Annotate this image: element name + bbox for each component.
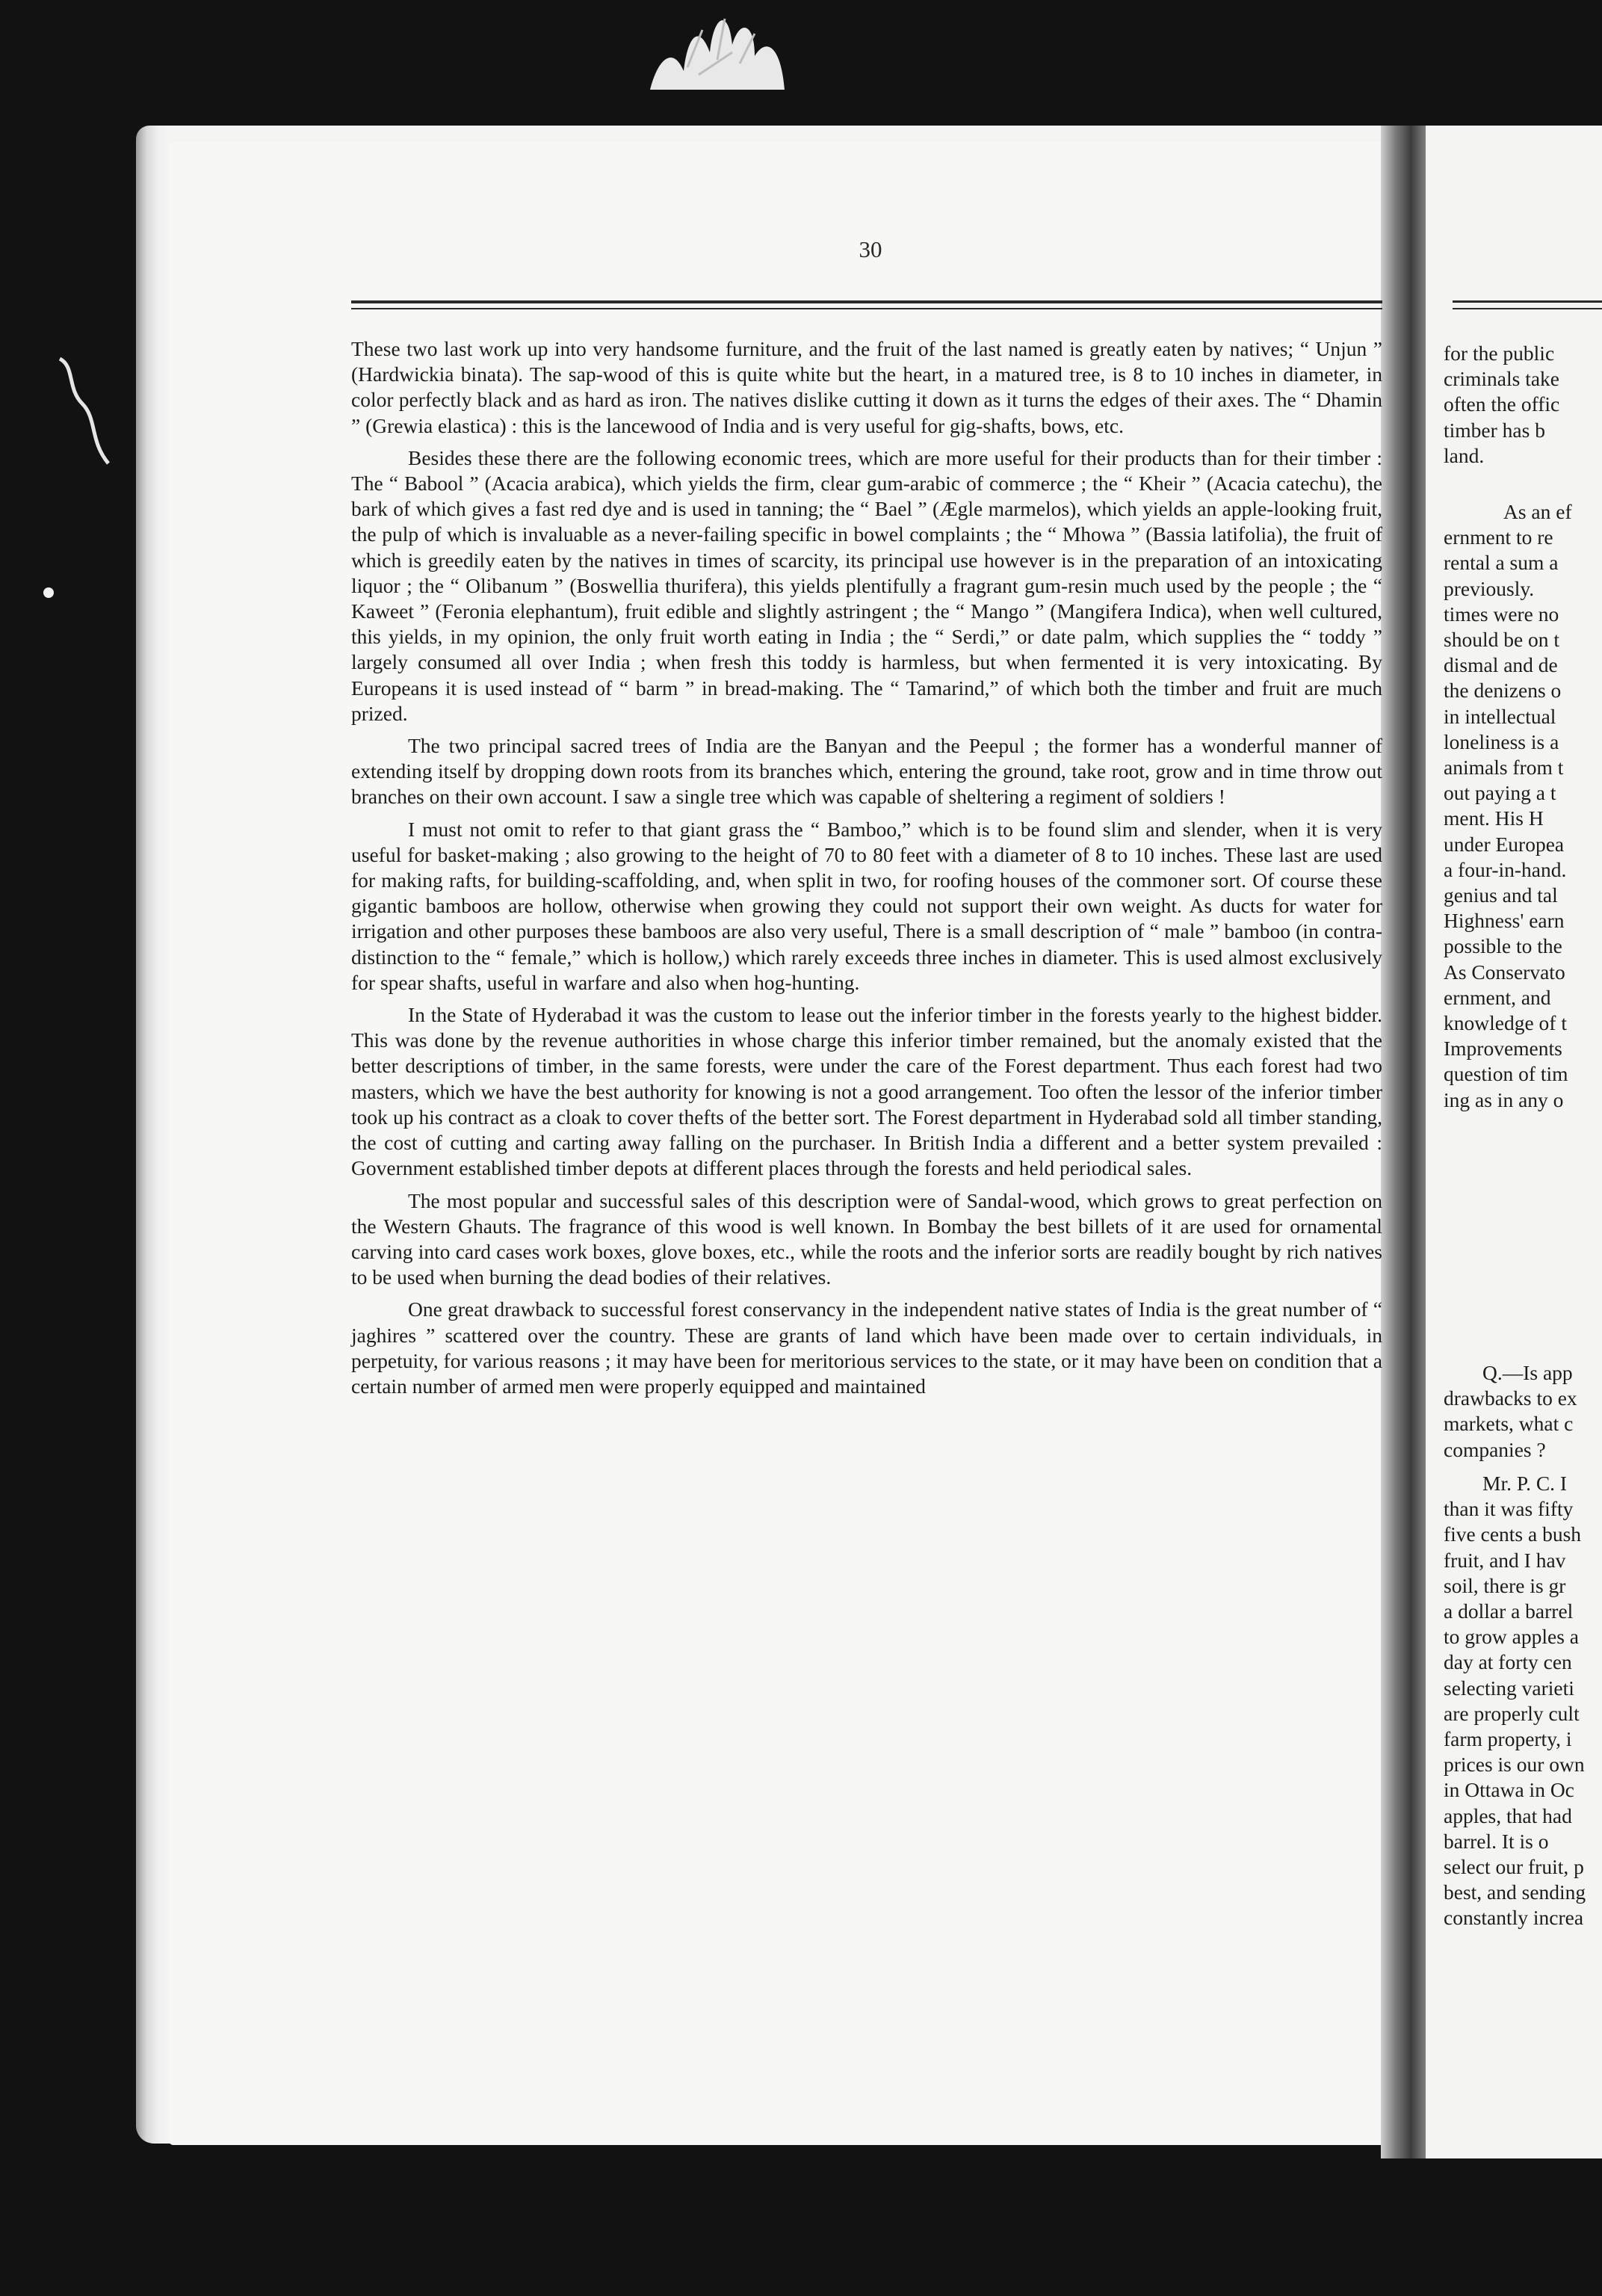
text-line: a four-in-hand. <box>1444 857 1567 881</box>
header-rule-thin <box>351 308 1382 309</box>
text-line: timber has b <box>1444 418 1545 442</box>
text-line: for the public <box>1444 342 1555 365</box>
right-header-rule-thick <box>1453 300 1602 303</box>
text-line: companies ? <box>1444 1437 1546 1461</box>
text-line: to grow apples a <box>1444 1625 1579 1649</box>
text-line: knowledge of t <box>1444 1011 1567 1035</box>
text-line: genius and tal <box>1444 883 1558 907</box>
text-line: out paying a t <box>1444 781 1556 805</box>
text-line: drawbacks to ex <box>1444 1386 1577 1410</box>
text-line: farm property, i <box>1444 1727 1572 1751</box>
right-page-block-1 <box>1444 341 1602 469</box>
header-rule-thick <box>351 300 1382 303</box>
text-line: ernment, and <box>1444 985 1551 1009</box>
text-line: selecting varieti <box>1444 1676 1574 1700</box>
paragraph: In the State of Hyderabad it was the custom to lease out the inferior timber in the forests yearly to the highest bidder. This was done by the revenue authorities in whose charge this inferior timber remained, but the anomaly existed that the better descriptions of timber, in the same forests, were under the care of the Forest department. Thus each forest had two masters, which we have the best authority for knowing is not a good arrangement. Too often the lessor of the inferior timber took up his contract as a cloak to cover thefts of the better sort. The Forest department in Hyderabad sold all timber standing, the cost of cutting and carting away falling on the purchaser. In British India a different and a better system prevailed : Government established timber depots at different places through the forests and held periodical sales. <box>351 1003 1382 1180</box>
text-line: apples, that had <box>1444 1803 1572 1827</box>
paragraph: The most popular and successful sales of this description were of Sandal-wood, which grows to great perfection on the Western Ghauts. The fragrance of this wood is well known. In Bombay the best billets of it are used for ornamental carving into card cases work boxes, glove boxes, etc., while the roots and the inferior sorts are readily bought by rich natives to be used when burning the dead bodies of their relatives. <box>351 1188 1382 1289</box>
text-line: times were no <box>1444 602 1559 626</box>
paragraph: Besides these there are the following economic trees, which are more useful for their products than for their timber : The “ Babool ” (Acacia arabica), which yields the firm, clear gum-arabic of commerce ; the “ Kheir ” (Acacia catechu), the bark of which gives a fast red dye and is used in tanning; the “ Bael ” (Ægle marmelos), which yields an apple-looking fruit, the pulp of which is invaluable as a never-failing specific in bowel complaints ; the “ Mhowa ” (Bassia latifolia), the fruit of which is greedily eaten by the natives in times of scarcity, its principal use however is in the preparation of an intoxicating liquor ; the “ Olibanum ” (Boswellia thurifera), this yields plentifully a fragrant gum-resin much used by the people ; the “ Kaweet ” (Feronia elephantum), fruit edible and slightly astringent ; the “ Mango ” (Mangifera Indica), when well cultured, this yields, in my opinion, the only fruit worth eating in India ; the “ Serdi,” or date palm, which supplies the “ toddy ” largely consumed all over India ; when fresh this toddy is harmless, but when fermented it is very intoxicating. By Europeans it is used instead of “ barm ” in bread-making. The “ Tamarind,” of which both the timber and fruit are much prized. <box>351 445 1382 725</box>
text-line: than it was fifty <box>1444 1497 1574 1521</box>
book-gutter <box>1381 126 1429 2158</box>
text-line: best, and sending <box>1444 1880 1586 1904</box>
text-line: fruit, and I hav <box>1444 1548 1566 1572</box>
text-line: land. <box>1444 443 1485 467</box>
right-page-block-4 <box>1444 1471 1602 1931</box>
text-line: loneliness is a <box>1444 729 1559 753</box>
text-line: are properly cult <box>1444 1701 1580 1725</box>
text-line: ing as in any o <box>1444 1087 1564 1111</box>
text-line: question of tim <box>1444 1062 1568 1086</box>
right-page-block-3 <box>1444 1360 1602 1463</box>
text-line: Mr. P. C. I <box>1482 1472 1568 1495</box>
page-number: 30 <box>859 236 882 262</box>
text-line: dismal and de <box>1444 653 1558 677</box>
text-line: previously. <box>1444 576 1535 600</box>
text-line: markets, what c <box>1444 1412 1574 1436</box>
paragraph: One great drawback to successful forest conservancy in the independent native states of India is the great number of “ jaghires ” scattered over the country. These are grants of land which have been made over to certain individuals, in perpetuity, for various reasons ; it may have been for meritorious services to the state, or it may have been on condition that a certain number of armed men were properly equipped and maintained <box>351 1297 1382 1398</box>
text-line: in intellectual <box>1444 704 1556 728</box>
torn-paper-fragment <box>643 0 792 90</box>
text-line: Q.—Is app <box>1482 1361 1573 1384</box>
text-line: select our fruit, p <box>1444 1855 1584 1879</box>
text-line: rental a sum a <box>1444 551 1559 575</box>
text-line: ernment to re <box>1444 525 1553 549</box>
dust-speck <box>43 587 54 598</box>
text-line: As Conservato <box>1444 960 1565 984</box>
text-line: a dollar a barrel <box>1444 1599 1574 1623</box>
text-line: soil, there is gr <box>1444 1573 1566 1597</box>
text-line: Improvements <box>1444 1037 1562 1061</box>
text-line: under Europea <box>1444 832 1565 856</box>
text-line: ment. His H <box>1444 806 1544 830</box>
text-line: should be on t <box>1444 628 1560 652</box>
paragraph: The two principal sacred trees of India are the Banyan and the Peepul ; the former has a wonderful manner of extending itself by dropping down roots from its branches which, entering the ground, take root, grow and in time throw out branches on their own account. I saw a single tree which was capable of sheltering a regiment of soldiers ! <box>351 734 1382 809</box>
hair-artifact <box>45 351 120 471</box>
text-line: prices is our own <box>1444 1753 1585 1777</box>
paragraph: I must not omit to refer to that giant grass the “ Bamboo,” which is to be found slim and slender, when it is very useful for basket-making ; also growing to the height of 70 to 80 feet with a diameter of 8 to 10 inches. These last are used for making rafts, for building-scaffolding, and, when split in two, for roofing houses of the commoner sort. Of course these gigantic bamboos are hollow, otherwise when growing they could not support their own weight. As ducts for water for irrigation and other purposes these bamboos are also very useful, There is a small description of “ male ” bamboo (in contra-distinction to the “ female,” which is hollow,) which rarely exceeds three inches in diameter. This is used almost exclusively for spear shafts, useful in warfare and also when hog-hunting. <box>351 817 1382 994</box>
main-text-column <box>351 336 1382 1406</box>
paragraph: These two last work up into very handsome furniture, and the fruit of the last named is greatly eaten by natives; “ Unjun ” (Hardwickia binata). The sap-wood of this is quite white but the heart, in a matured tree, is 8 to 10 inches in diameter, in color perfectly black and as hard as iron. The natives dislike cutting it down as it turns the edges of their axes. The “ Dhamin ” (Grewia elastica) : this is the lancewood of India and is very useful for gig-shafts, bows, etc. <box>351 337 1382 437</box>
text-line: animals from t <box>1444 756 1564 780</box>
text-line: often the offic <box>1444 392 1560 416</box>
right-header-rule-thin <box>1453 308 1602 309</box>
text-line: possible to the <box>1444 934 1562 958</box>
text-line: in Ottawa in Oc <box>1444 1778 1574 1802</box>
text-line: criminals take <box>1444 367 1560 391</box>
text-line: constantly increa <box>1444 1906 1584 1930</box>
text-line: five cents a bush <box>1444 1522 1582 1546</box>
text-line: As an ef <box>1503 500 1572 523</box>
text-line: barrel. It is o <box>1444 1829 1549 1853</box>
text-line: day at forty cen <box>1444 1650 1572 1674</box>
text-line: the denizens o <box>1444 679 1562 703</box>
text-line: Highness' earn <box>1444 909 1565 933</box>
right-page-block-2 <box>1444 499 1602 1113</box>
